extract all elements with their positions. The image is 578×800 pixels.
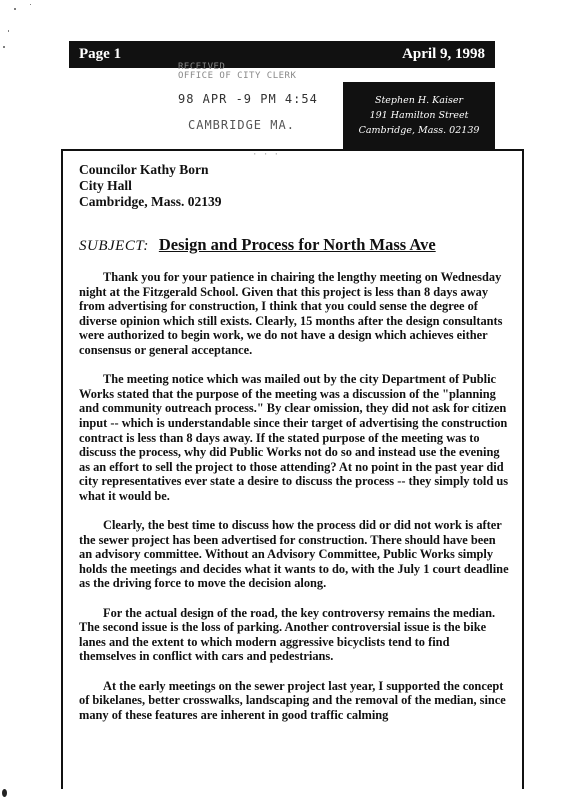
sender-city: Cambridge, Mass. 02139 <box>358 125 480 136</box>
recipient-city: Cambridge, Mass. 02139 <box>79 194 222 209</box>
timestamp-stamp: 98 APR -9 PM 4:54 <box>178 92 318 106</box>
letter-body <box>79 270 509 737</box>
scan-speck <box>8 30 9 32</box>
bleed-through-mark: · · · <box>252 150 280 160</box>
scan-speck <box>2 789 7 797</box>
subject-title: Design and Process for North Mass Ave <box>158 235 436 254</box>
subject-line <box>79 235 436 255</box>
recipient-address <box>79 162 222 210</box>
sender-street: 191 Hamilton Street <box>369 110 469 121</box>
paragraph: At the early meetings on the sewer project last year, I supported the concept of bikelanes, better crosswalks, landscaping and the removal of the median, since many of these features are inherent in good traffic calming <box>79 678 506 722</box>
recipient-office: City Hall <box>79 178 132 193</box>
office-stamp: OFFICE OF CITY CLERK <box>178 71 297 81</box>
letter-date: April 9, 1998 <box>402 46 485 62</box>
page-number: Page 1 <box>79 46 122 62</box>
received-stamp: RECEIVED <box>178 62 226 72</box>
paragraph: Thank you for your patience in chairing the lengthy meeting on Wednesday night at the Fitzgerald School. Given that this project is less than 8 days away from advertising for construction, I think that you could sense the degree of diverse opinion which still exists. Clearly, 15 months after the design consultants were authorized to begin work, we do not have a design which achieves either consensus or general acceptance. <box>79 270 503 357</box>
sender-address-box <box>343 82 495 149</box>
subject-label: SUBJECT: <box>79 238 149 254</box>
scan-speck <box>3 46 5 48</box>
scan-speck <box>14 8 16 10</box>
city-stamp: CAMBRIDGE MA. <box>188 118 295 132</box>
paragraph: Clearly, the best time to discuss how the process did or did not work is after the sewer project has been advertised for construction. There should have been an advisory committee. Without an Advisory Committee, Public Works simply holds the meetings and decides what it wants to do, with the July 1 court deadline as the driving force to move the decision along. <box>79 518 509 591</box>
paragraph: For the actual design of the road, the key controversy remains the median. The second issue is the loss of parking. Another controversial issue is the bike lanes and the extent to which modern aggressive bicyclists tend to find themselves in conflict with cars and pedestrians. <box>79 605 496 664</box>
page-header-bar <box>69 41 495 68</box>
scan-speck <box>30 4 31 5</box>
recipient-name: Councilor Kathy Born <box>79 162 209 177</box>
sender-name: Stephen H. Kaiser <box>374 95 464 106</box>
paragraph: The meeting notice which was mailed out by the city Department of Public Works stated that the purpose of the meeting was a discussion of the "planning and community outreach process." By clear omission, they did not ask for citizen input -- which is understandable since their target of advertising the construction contract is less than 8 days away. If the stated purpose of the meeting was to discuss the process, why did Public Works not do so and instead use the evening as an effort to sell the project to those attending? At no point in the past year did city representatives ever state a desire to discuss the process -- they simply told us what it would be. <box>79 372 509 503</box>
